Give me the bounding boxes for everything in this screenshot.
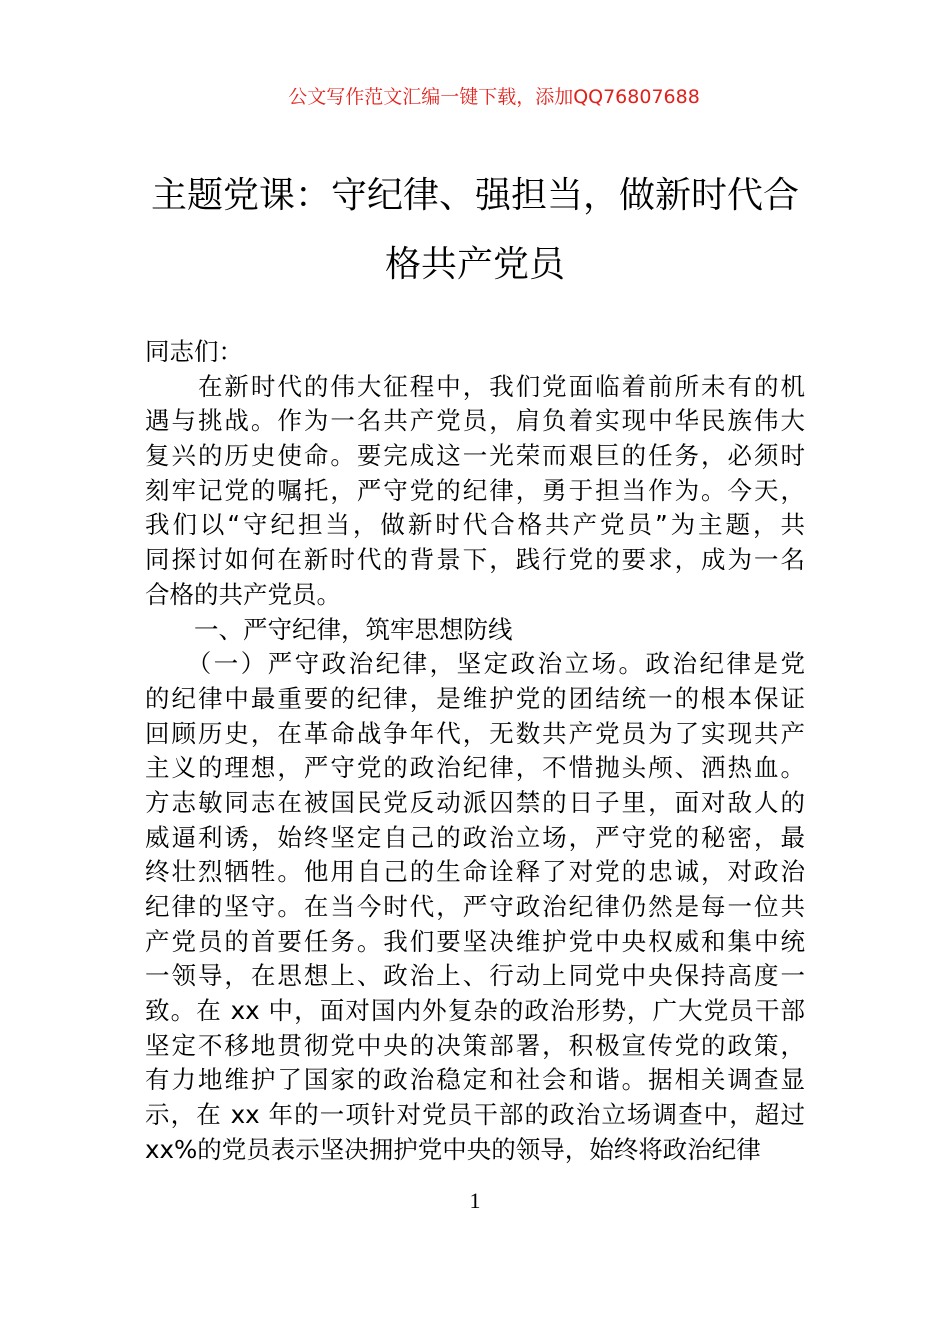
paragraph xyxy=(145,647,805,1167)
paragraph xyxy=(145,370,805,613)
text-line: 同志们： xyxy=(145,337,243,366)
text-line: 复兴的历史使命。要完成这一光荣而艰巨的任务，必须时 xyxy=(145,441,805,471)
text-line: 同探讨如何在新时代的背景下，践行党的要求，成为一名 xyxy=(145,545,805,575)
text-line: 纪律的坚守。在当今时代，严守政治纪律仍然是每一位共 xyxy=(145,892,805,921)
text-line: 致。在 xx 中，面对国内外复杂的政治形势，广大党员干部 xyxy=(145,996,805,1026)
text-line: 在新时代的伟大征程中，我们党面临着前所未有的机 xyxy=(145,371,805,401)
document-body xyxy=(145,335,805,1168)
text-line: 坚定不移地贯彻党中央的决策部署，积极宣传党的政策， xyxy=(145,1030,805,1060)
text-line: （一）严守政治纪律，坚定政治立场。政治纪律是党 xyxy=(145,649,805,679)
watermark-header: 公文写作范文汇编一键下载，添加QQ76807688 xyxy=(288,86,700,108)
text-line: 一领导，在思想上、政治上、行动上同党中央保持高度一 xyxy=(145,961,805,991)
text-line: xx%的党员表示坚决拥护党中央的领导，始终将政治纪律 xyxy=(145,1134,761,1164)
text-line: 终壮烈牺牲。他用自己的生命诠释了对党的忠诚，对政治 xyxy=(145,857,805,887)
text-line: 有力地维护了国家的政治稳定和社会和谐。据相关调查显 xyxy=(145,1065,805,1095)
text-line: 我们以“守纪担当，做新时代合格共产党员”为主题，共 xyxy=(145,510,805,540)
paragraph xyxy=(145,335,805,370)
text-line: 回顾历史，在革命战争年代，无数共产党员为了实现共产 xyxy=(145,718,805,748)
text-line: 刻牢记党的嘱托，严守党的纪律，勇于担当作为。今天， xyxy=(145,475,805,505)
text-line: 遇与挑战。作为一名共产党员，肩负着实现中华民族伟大 xyxy=(145,406,805,436)
text-line: 一、严守纪律，筑牢思想防线 xyxy=(145,614,513,644)
text-line: 威逼利诱，始终坚定自己的政治立场，严守党的秘密，最 xyxy=(145,822,805,852)
text-line: 的纪律中最重要的纪律，是维护党的团结统一的根本保证 xyxy=(145,683,805,713)
text-line: 合格的共产党员。 xyxy=(145,579,341,609)
document-title-line-2: 格共产党员 xyxy=(384,244,565,285)
paragraph xyxy=(145,613,805,648)
text-line: 示，在 xx 年的一项针对党员干部的政治立场调查中，超过 xyxy=(145,1100,805,1130)
document-title-line-1: 主题党课：守纪律、强担当，做新时代合 xyxy=(150,175,799,216)
text-line: 主义的理想，严守党的政治纪律，不惜抛头颅、洒热血。 xyxy=(145,753,805,783)
text-line: 产党员的首要任务。我们要坚决维护党中央权威和集中统 xyxy=(145,926,805,956)
page-number: 1 xyxy=(469,1188,481,1213)
text-line: 方志敏同志在被国民党反动派囚禁的日子里，面对敌人的 xyxy=(145,787,805,817)
